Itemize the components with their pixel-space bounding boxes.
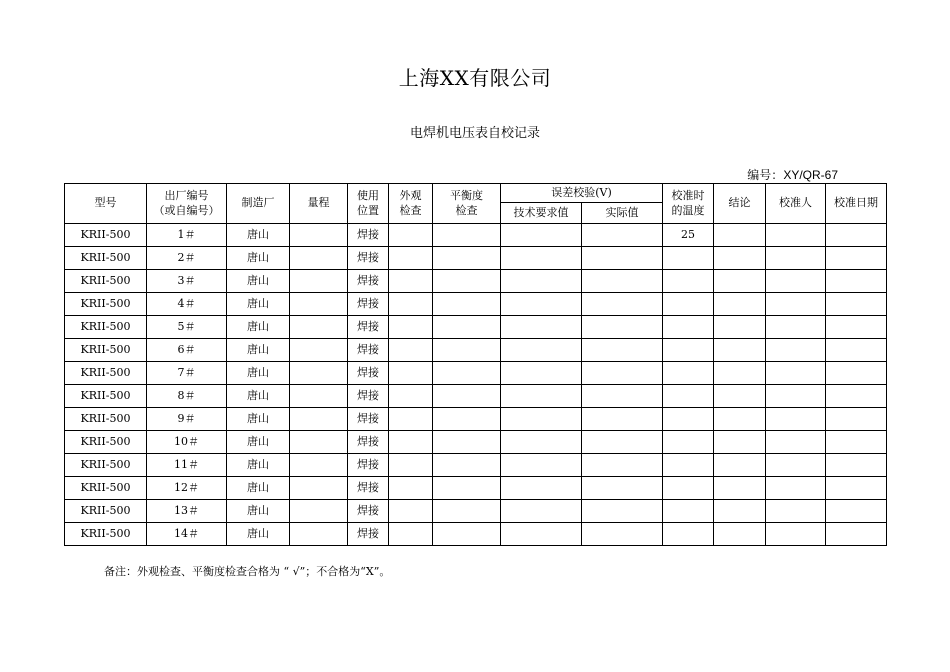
cell-calibrator xyxy=(766,224,826,247)
calibration-record-table xyxy=(64,183,887,546)
cell-appearance xyxy=(389,477,433,500)
cell-calibrator xyxy=(766,500,826,523)
table-row xyxy=(65,477,887,500)
cell-temp xyxy=(663,362,714,385)
cell-maker: 唐山 xyxy=(227,293,290,316)
cell-conclusion xyxy=(714,408,766,431)
cell-maker: 唐山 xyxy=(227,500,290,523)
cell-conclusion xyxy=(714,523,766,546)
cell-temp xyxy=(663,408,714,431)
cell-calibrator xyxy=(766,431,826,454)
cell-model: KRII-500 xyxy=(65,247,147,270)
cell-balance xyxy=(433,316,501,339)
cell-temp xyxy=(663,500,714,523)
cell-model: KRII-500 xyxy=(65,454,147,477)
header-use-position: 使用 位置 xyxy=(348,184,389,224)
cell-conclusion xyxy=(714,339,766,362)
cell-model: KRII-500 xyxy=(65,339,147,362)
cell-use: 焊接 xyxy=(348,523,389,546)
cell-calibrator xyxy=(766,339,826,362)
cell-range xyxy=(290,408,348,431)
header-calibration-date: 校准日期 xyxy=(826,184,887,224)
cell-range xyxy=(290,385,348,408)
document-number-label: 编号： xyxy=(747,168,784,182)
cell-appearance xyxy=(389,408,433,431)
cell-serial: 1＃ xyxy=(147,224,227,247)
cell-model: KRII-500 xyxy=(65,477,147,500)
cell-tech-req xyxy=(501,270,582,293)
cell-use: 焊接 xyxy=(348,362,389,385)
cell-temp: 25 xyxy=(663,224,714,247)
cell-balance xyxy=(433,339,501,362)
header-conclusion: 结论 xyxy=(714,184,766,224)
footnote: 备注：外观检查、平衡度检查合格为 “ √”；不合格为“X”。 xyxy=(104,565,391,578)
cell-date xyxy=(826,362,887,385)
cell-maker: 唐山 xyxy=(227,408,290,431)
cell-calibrator xyxy=(766,408,826,431)
cell-actual xyxy=(582,316,663,339)
cell-tech-req xyxy=(501,293,582,316)
cell-calibrator xyxy=(766,270,826,293)
header-balance-check: 平衡度 检查 xyxy=(433,184,501,224)
cell-range xyxy=(290,316,348,339)
table-row xyxy=(65,500,887,523)
header-appearance-check: 外观 检查 xyxy=(389,184,433,224)
table-row xyxy=(65,408,887,431)
cell-actual xyxy=(582,293,663,316)
cell-date xyxy=(826,316,887,339)
cell-appearance xyxy=(389,454,433,477)
cell-tech-req xyxy=(501,316,582,339)
cell-appearance xyxy=(389,339,433,362)
cell-conclusion xyxy=(714,500,766,523)
cell-temp xyxy=(663,339,714,362)
table-row xyxy=(65,316,887,339)
cell-tech-req xyxy=(501,477,582,500)
cell-use: 焊接 xyxy=(348,431,389,454)
cell-conclusion xyxy=(714,293,766,316)
cell-date xyxy=(826,454,887,477)
cell-date xyxy=(826,477,887,500)
cell-use: 焊接 xyxy=(348,500,389,523)
cell-maker: 唐山 xyxy=(227,362,290,385)
cell-balance xyxy=(433,270,501,293)
cell-model: KRII-500 xyxy=(65,523,147,546)
cell-date xyxy=(826,247,887,270)
cell-appearance xyxy=(389,316,433,339)
table-row xyxy=(65,224,887,247)
cell-date xyxy=(826,523,887,546)
cell-range xyxy=(290,477,348,500)
cell-calibrator xyxy=(766,477,826,500)
cell-use: 焊接 xyxy=(348,454,389,477)
cell-balance xyxy=(433,454,501,477)
header-error-calibration: 误差校验(V) xyxy=(501,184,663,203)
cell-tech-req xyxy=(501,362,582,385)
cell-actual xyxy=(582,270,663,293)
cell-range xyxy=(290,339,348,362)
cell-temp xyxy=(663,477,714,500)
cell-use: 焊接 xyxy=(348,339,389,362)
table-row xyxy=(65,362,887,385)
cell-use: 焊接 xyxy=(348,247,389,270)
cell-date xyxy=(826,431,887,454)
cell-balance xyxy=(433,385,501,408)
table-row xyxy=(65,523,887,546)
cell-model: KRII-500 xyxy=(65,500,147,523)
cell-range xyxy=(290,454,348,477)
cell-serial: 9＃ xyxy=(147,408,227,431)
cell-conclusion xyxy=(714,270,766,293)
cell-range xyxy=(290,270,348,293)
cell-tech-req xyxy=(501,408,582,431)
cell-temp xyxy=(663,293,714,316)
cell-appearance xyxy=(389,362,433,385)
cell-balance xyxy=(433,224,501,247)
cell-appearance xyxy=(389,500,433,523)
cell-model: KRII-500 xyxy=(65,362,147,385)
cell-maker: 唐山 xyxy=(227,385,290,408)
header-calibrator: 校准人 xyxy=(766,184,826,224)
cell-serial: 12＃ xyxy=(147,477,227,500)
cell-calibrator xyxy=(766,523,826,546)
cell-model: KRII-500 xyxy=(65,224,147,247)
cell-serial: 10＃ xyxy=(147,431,227,454)
cell-balance xyxy=(433,247,501,270)
cell-model: KRII-500 xyxy=(65,293,147,316)
cell-appearance xyxy=(389,224,433,247)
cell-date xyxy=(826,224,887,247)
cell-use: 焊接 xyxy=(348,477,389,500)
table-row xyxy=(65,339,887,362)
cell-temp xyxy=(663,385,714,408)
cell-actual xyxy=(582,224,663,247)
cell-maker: 唐山 xyxy=(227,316,290,339)
cell-actual xyxy=(582,408,663,431)
cell-range xyxy=(290,247,348,270)
cell-range xyxy=(290,500,348,523)
cell-serial: 3＃ xyxy=(147,270,227,293)
cell-tech-req xyxy=(501,454,582,477)
cell-maker: 唐山 xyxy=(227,454,290,477)
cell-date xyxy=(826,339,887,362)
table-row xyxy=(65,431,887,454)
cell-actual xyxy=(582,431,663,454)
cell-maker: 唐山 xyxy=(227,339,290,362)
cell-calibrator xyxy=(766,316,826,339)
cell-calibrator xyxy=(766,362,826,385)
cell-tech-req xyxy=(501,224,582,247)
cell-serial: 7＃ xyxy=(147,362,227,385)
cell-tech-req xyxy=(501,500,582,523)
document-title: 上海XX有限公司 xyxy=(398,66,552,90)
cell-serial: 8＃ xyxy=(147,385,227,408)
cell-balance xyxy=(433,431,501,454)
cell-date xyxy=(826,293,887,316)
cell-balance xyxy=(433,523,501,546)
cell-use: 焊接 xyxy=(348,224,389,247)
cell-date xyxy=(826,408,887,431)
cell-maker: 唐山 xyxy=(227,523,290,546)
cell-conclusion xyxy=(714,385,766,408)
cell-tech-req xyxy=(501,385,582,408)
header-range: 量程 xyxy=(290,184,348,224)
table-row xyxy=(65,293,887,316)
cell-serial: 5＃ xyxy=(147,316,227,339)
cell-conclusion xyxy=(714,224,766,247)
cell-balance xyxy=(433,362,501,385)
cell-use: 焊接 xyxy=(348,316,389,339)
document-number xyxy=(747,166,838,183)
cell-calibrator xyxy=(766,293,826,316)
cell-conclusion xyxy=(714,316,766,339)
table-row xyxy=(65,454,887,477)
cell-appearance xyxy=(389,247,433,270)
cell-tech-req xyxy=(501,431,582,454)
cell-model: KRII-500 xyxy=(65,431,147,454)
cell-actual xyxy=(582,523,663,546)
cell-temp xyxy=(663,454,714,477)
cell-appearance xyxy=(389,270,433,293)
document-subtitle: 电焊机电压表自校记录 xyxy=(409,126,540,141)
cell-use: 焊接 xyxy=(348,270,389,293)
table-row xyxy=(65,385,887,408)
cell-temp xyxy=(663,523,714,546)
cell-serial: 14＃ xyxy=(147,523,227,546)
cell-tech-req xyxy=(501,247,582,270)
cell-serial: 11＃ xyxy=(147,454,227,477)
table-row xyxy=(65,247,887,270)
header-actual-value: 实际值 xyxy=(582,203,663,224)
cell-maker: 唐山 xyxy=(227,431,290,454)
cell-actual xyxy=(582,362,663,385)
cell-use: 焊接 xyxy=(348,408,389,431)
cell-temp xyxy=(663,316,714,339)
cell-appearance xyxy=(389,385,433,408)
cell-actual xyxy=(582,247,663,270)
cell-model: KRII-500 xyxy=(65,316,147,339)
cell-model: KRII-500 xyxy=(65,270,147,293)
cell-maker: 唐山 xyxy=(227,477,290,500)
cell-temp xyxy=(663,270,714,293)
cell-conclusion xyxy=(714,477,766,500)
cell-range xyxy=(290,362,348,385)
header-calibration-temperature: 校准时 的温度 xyxy=(663,184,714,224)
cell-maker: 唐山 xyxy=(227,247,290,270)
cell-calibrator xyxy=(766,385,826,408)
cell-range xyxy=(290,431,348,454)
cell-balance xyxy=(433,293,501,316)
document-number-code: XY/QR-67 xyxy=(783,168,838,182)
header-serial: 出厂编号 （或自编号） xyxy=(147,184,227,224)
cell-balance xyxy=(433,477,501,500)
cell-date xyxy=(826,270,887,293)
cell-temp xyxy=(663,431,714,454)
cell-conclusion xyxy=(714,247,766,270)
header-technical-requirement: 技术要求值 xyxy=(501,203,582,224)
table-body xyxy=(65,224,887,546)
cell-date xyxy=(826,500,887,523)
cell-date xyxy=(826,385,887,408)
cell-range xyxy=(290,523,348,546)
cell-tech-req xyxy=(501,339,582,362)
cell-appearance xyxy=(389,431,433,454)
cell-appearance xyxy=(389,523,433,546)
cell-actual xyxy=(582,339,663,362)
header-model: 型号 xyxy=(65,184,147,224)
cell-calibrator xyxy=(766,247,826,270)
cell-serial: 6＃ xyxy=(147,339,227,362)
header-maker: 制造厂 xyxy=(227,184,290,224)
cell-calibrator xyxy=(766,454,826,477)
cell-range xyxy=(290,293,348,316)
cell-actual xyxy=(582,477,663,500)
cell-actual xyxy=(582,454,663,477)
table-row xyxy=(65,270,887,293)
cell-balance xyxy=(433,500,501,523)
cell-model: KRII-500 xyxy=(65,408,147,431)
cell-conclusion xyxy=(714,431,766,454)
cell-maker: 唐山 xyxy=(227,224,290,247)
cell-range xyxy=(290,224,348,247)
cell-tech-req xyxy=(501,523,582,546)
cell-serial: 2＃ xyxy=(147,247,227,270)
cell-actual xyxy=(582,385,663,408)
cell-serial: 4＃ xyxy=(147,293,227,316)
cell-conclusion xyxy=(714,454,766,477)
cell-use: 焊接 xyxy=(348,385,389,408)
cell-serial: 13＃ xyxy=(147,500,227,523)
cell-conclusion xyxy=(714,362,766,385)
cell-model: KRII-500 xyxy=(65,385,147,408)
cell-use: 焊接 xyxy=(348,293,389,316)
cell-actual xyxy=(582,500,663,523)
cell-temp xyxy=(663,247,714,270)
cell-balance xyxy=(433,408,501,431)
cell-appearance xyxy=(389,293,433,316)
cell-maker: 唐山 xyxy=(227,270,290,293)
